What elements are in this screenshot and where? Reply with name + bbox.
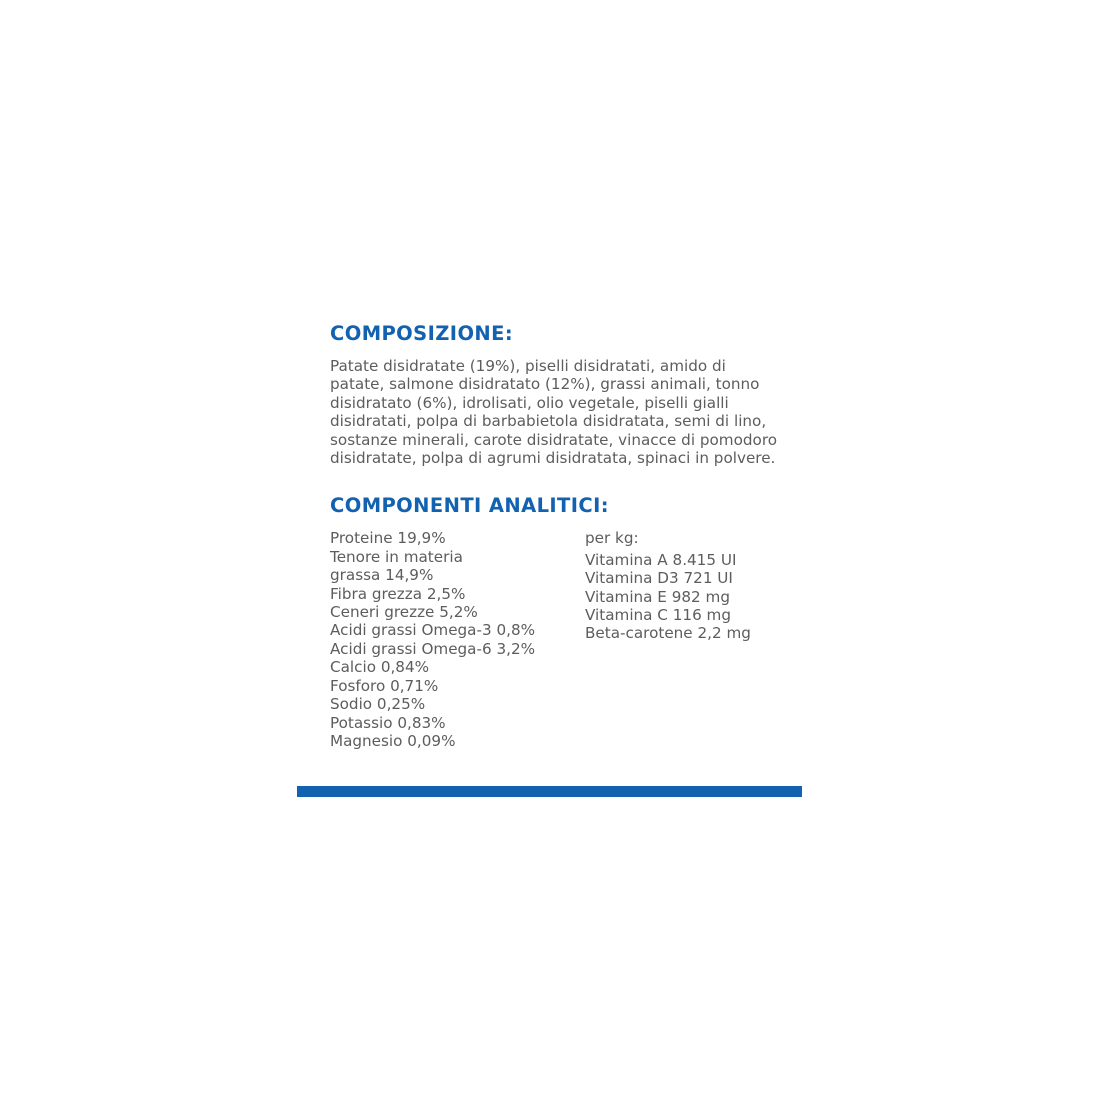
composition-text-block	[330, 357, 782, 467]
list-item: Acidi grassi Omega-3 0,8%	[330, 621, 536, 640]
list-item: Vitamina C 116 mg	[585, 606, 731, 625]
list-item: Vitamina D3 721 UI	[585, 569, 733, 588]
bottom-divider	[297, 786, 802, 797]
nutrition-panel	[330, 322, 800, 750]
list-item: Beta-carotene 2,2 mg	[585, 624, 751, 643]
composition-text: Patate disidratate (19%), piselli disidratati, amido di patate, salmone disidratato (12%), grassi animali, tonno disidratato (6%), idrolisati, olio vegetale, piselli gialli disidratati, polpa di barbabietola disidratata, semi di lino, sostanze minerali, carote disidratate, vinacce di pomodoro disidratate, polpa di agrumi disidratata, spinaci in polvere.	[330, 357, 778, 468]
list-item: Vitamina A 8.415 UI	[585, 550, 737, 569]
list-item: Potassio 0,83%	[330, 713, 446, 732]
list-item: Fibra grezza 2,5%	[330, 584, 466, 603]
list-item: Ceneri grezze 5,2%	[330, 603, 478, 622]
list-item: grassa 14,9%	[330, 566, 434, 585]
list-item: Vitamina E 982 mg	[585, 587, 730, 606]
nutrient-list	[330, 529, 585, 750]
list-item: Acidi grassi Omega-6 3,2%	[330, 639, 536, 658]
analytical-constituents-heading: COMPONENTI ANALITICI:	[330, 494, 609, 518]
nutrients-column	[330, 529, 585, 750]
list-item: Magnesio 0,09%	[330, 731, 456, 750]
analytical-constituents-columns	[330, 529, 800, 750]
vitamins-column	[585, 529, 800, 642]
list-item: Tenore in materia	[330, 547, 463, 566]
composition-heading: COMPOSIZIONE:	[330, 322, 514, 345]
vitamin-list	[585, 551, 800, 643]
list-item: Fosforo 0,71%	[330, 676, 439, 695]
list-item: Calcio 0,84%	[330, 658, 430, 677]
per-kg-label: per kg:	[585, 529, 639, 548]
list-item: Sodio 0,25%	[330, 695, 426, 714]
list-item: Proteine 19,9%	[330, 529, 446, 548]
